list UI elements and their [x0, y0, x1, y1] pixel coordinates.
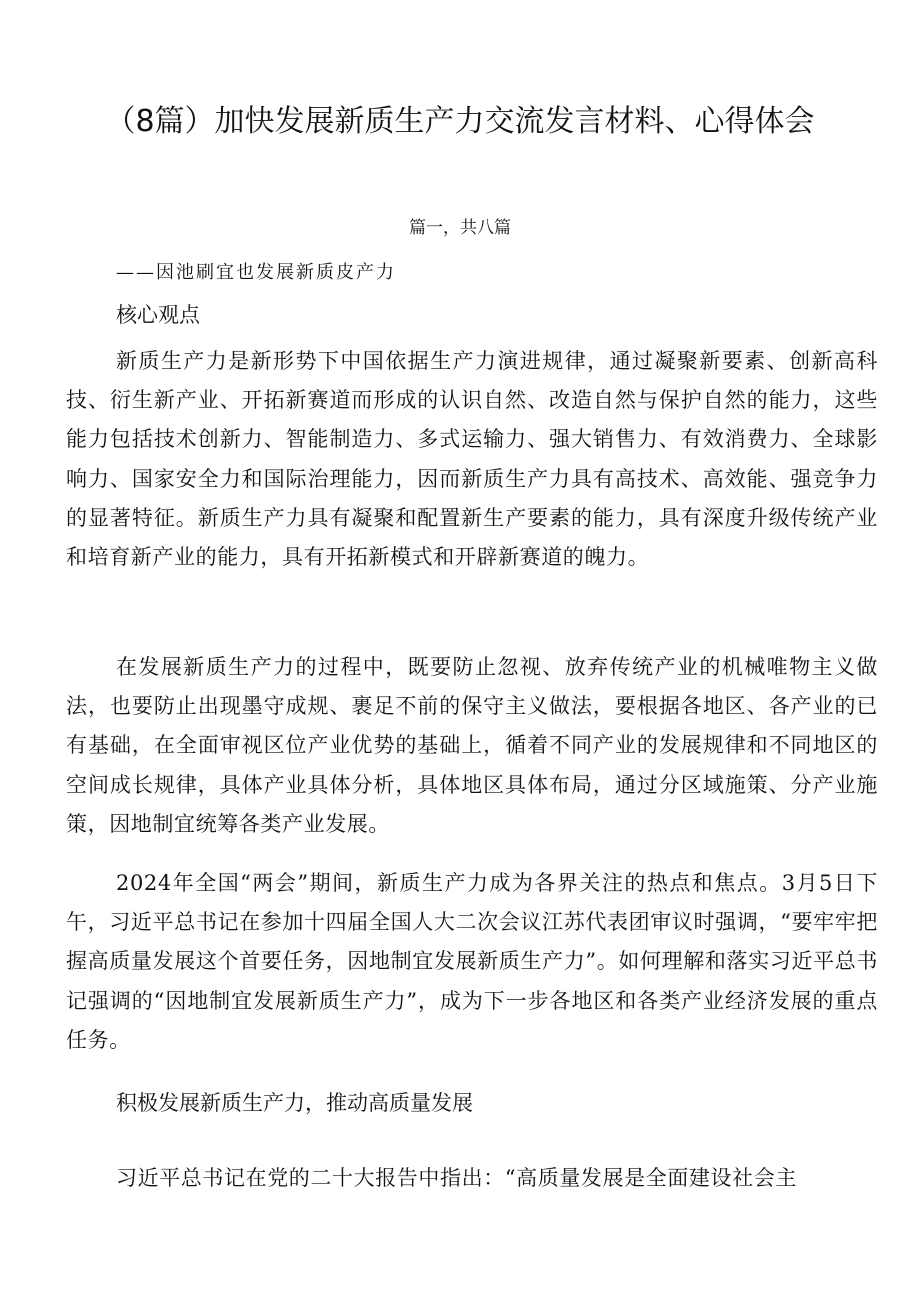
paragraph-4: 习近平总书记在党的二十大报告中指出：“高质量发展是全面建设社会主 [116, 1166, 797, 1190]
subtitle: ——因池刷宜也发展新质皮产力 [116, 262, 396, 283]
document-title: （8篇）加快发展新质生产力交流发言材料、心得体会 [105, 104, 815, 139]
paragraph-2: 在发展新质生产力的过程中，既要防止忽视、放弃传统产业的机械唯物主义做法，也要防止出现墨守成规、裹足不前的保守主义做法，要根据各地区、各产业的已有基础，在全面审视区位产业优势的基础上，循着不同产业的发展规律和不同地区的空间成长规律，具体产业具体分析，具体地区具体布局，通过分区域施策、分产业施策，因地制宜统筹各类产业发展。 [66, 655, 878, 836]
paragraph-1: 新质生产力是新形势下中国依据生产力演进规律，通过凝聚新要素、创新高科技、衍生新产业、开拓新赛道而形成的认识自然、改造自然与保护自然的能力，这些能力包括技术创新力、智能制造力、多式运输力、强大销售力、有效消费力、全球影响力、国家安全力和国际治理能力，因而新质生产力具有高技术、高效能、强竞争力的显著特征。新质生产力具有凝聚和配置新生产要素的能力，具有深度升级传统产业和培育新产业的能力，具有开拓新模式和开辟新赛道的魄力。 [66, 349, 878, 570]
section-label: 篇一，共八篇 [409, 218, 511, 238]
heading-high-quality-development: 积极发展新质生产力，推动高质量发展 [116, 1091, 473, 1115]
heading-core-viewpoint: 核心观点 [116, 303, 200, 327]
paragraph-3: 2024年全国“两会”期间，新质生产力成为各界关注的热点和焦点。3月5日下午，习近平总书记在参加十四届全国人大二次会议江苏代表团审议时强调，“要牢牢把握高质量发展这个首要任务，因地制宜发展新质生产力”。如何理解和落实习近平总书记强调的“因地制宜发展新质生产力”，成为下一步各地区和各类产业经济发展的重点任务。 [66, 871, 878, 1052]
